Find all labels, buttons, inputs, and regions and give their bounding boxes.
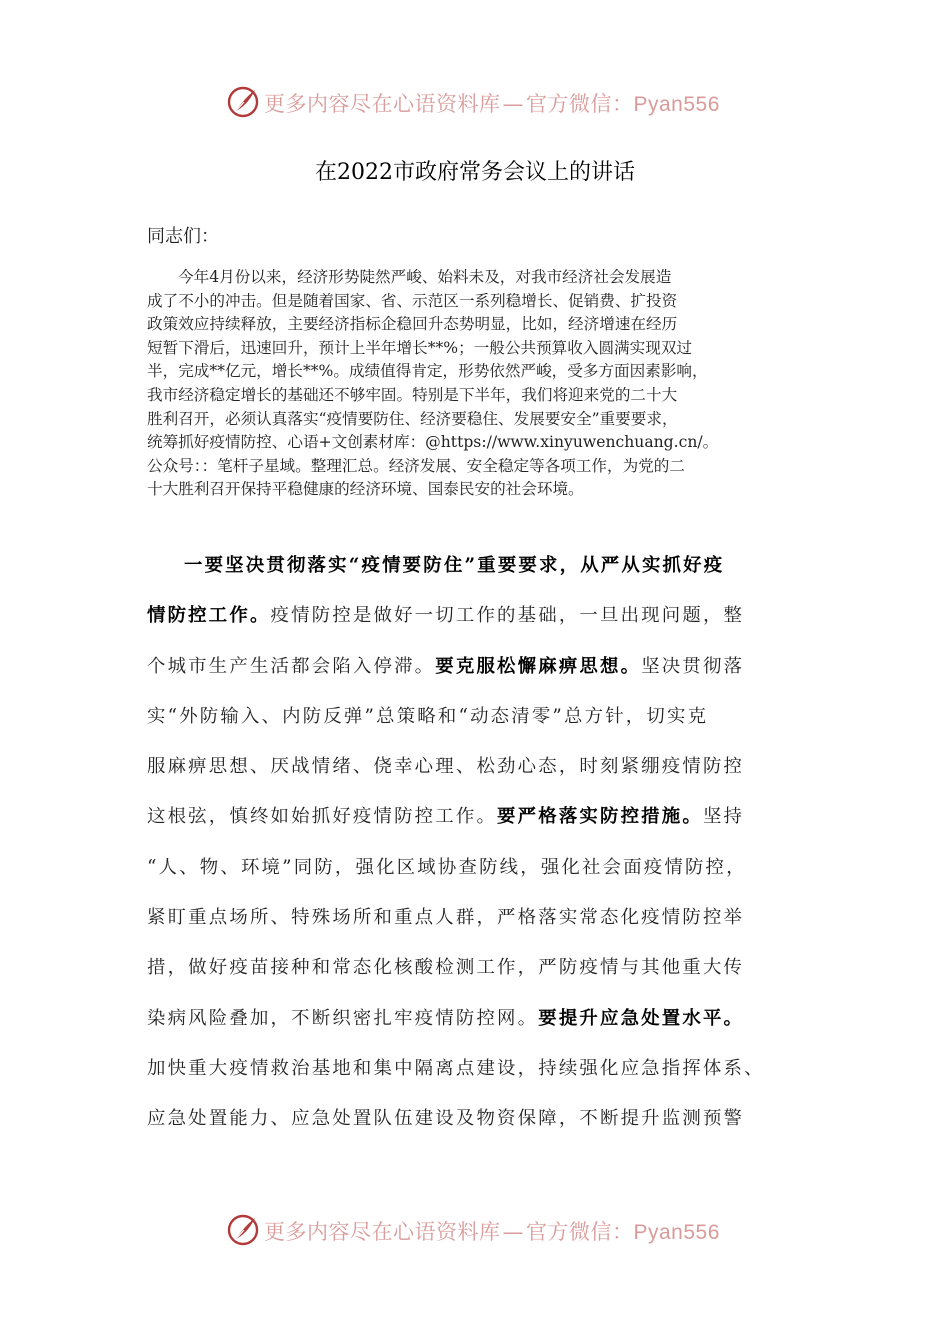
body-text: 坚持 [702,806,745,828]
body-line [147,591,827,641]
body-line: 措，做好疫苗接种和常态化核酸检测工作，严防疫情与其他重大传 [147,957,745,979]
body-line: 加快重大疫情救治基地和集中隔离点建设，持续强化应急指挥体系、 [147,1057,765,1079]
quill-logo-icon [226,1213,260,1247]
body-line [147,541,827,591]
banner-main-text: 更多内容尽在心语资料库 [264,1220,501,1244]
intro-line: 统筹抓好疫情防控、心语+文创素材库：@https://www.xinyuwenchuang.cn/。 [147,433,719,452]
intro-line: 短暂下滑后，迅速回升，预计上半年增长**%；一般公共预算收入圆满实现双过 [147,338,693,357]
section-heading: 一要坚决贯彻落实“疫情要防住”重要要求，从严从实抓好疫 [184,555,725,576]
banner-wechat-id: Pyan556 [633,93,720,116]
body-line [147,792,827,842]
page-title: 在2022市政府常务会议上的讲话 [315,160,635,185]
body-line: “人、物、环境”同防，强化区域协查防线，强化社会面疫情防控， [147,856,747,878]
banner-official-label: 官方微信： [526,92,634,116]
body-line: 应急处置能力、应急处置队伍建设及物资保障，不断提升监测预警 [147,1108,745,1130]
banner-separator: — [502,92,524,116]
body-text: 个城市生产生活都会陷入停滞。 [147,655,436,677]
banner-text [264,1216,720,1246]
intro-paragraph [147,266,817,502]
banner-text [264,88,720,118]
intro-line: 公众号：：笔杆子星域。整理汇总。经济发展、安全稳定等各项工作，为党的二 [147,456,685,475]
banner-wechat-id: Pyan556 [633,1221,720,1244]
intro-line: 今年4月份以来，经济形势陡然严峻、始料未及，对我市经济社会发展造 [178,268,672,286]
footer-banner [0,1208,950,1252]
intro-line: 十大胜利召开保持平稳健康的经济环境、国泰民安的社会环境。 [147,480,584,499]
banner-separator: — [502,1220,524,1244]
banner-official-label: 官方微信： [526,1220,634,1244]
body-text: 疫情防控是做好一切工作的基础，一旦出现问题，整 [270,605,745,627]
intro-line: 胜利召开，必须认真落实“疫情要防住、经济要稳住、发展要安全”重要要求， [147,409,678,428]
body-line: 服麻痹思想、厌战情绪、侥幸心理、松劲心态，时刻紧绷疫情防控 [147,756,745,778]
quill-logo-icon [226,85,260,119]
intro-line: 我市经济稳定增长的基础还不够牢固。特别是下半年，我们将迎来党的二十大 [147,385,678,404]
intro-line: 成了不小的冲击。但是随着国家、省、示范区一系列稳增长、促销费、扩投资 [147,291,678,310]
section-paragraph [147,541,827,1145]
subheading: 要克服松懈麻痹思想。 [435,655,642,677]
body-text: 这根弦，慎终如始抓好疫情防控工作。 [147,806,498,828]
header-banner [0,80,950,124]
intro-line: 政策效应持续释放，主要经济指标企稳回升态势明显，比如，经济增速在经历 [147,315,678,334]
body-text: 坚决贯彻落 [641,655,745,677]
intro-line: 半，完成**亿元，增长**%。成绩值得肯定，形势依然严峻，受多方面因素影响， [147,362,708,381]
section-heading-end: 情防控工作。 [147,605,271,627]
body-text: 染病风险叠加，不断织密扎牢疫情防控网。 [147,1007,539,1029]
subheading: 要严格落实防控措施。 [497,806,703,828]
body-line [147,642,827,692]
body-line: 紧盯重点场所、特殊场所和重点人群，严格落实常态化疫情防控举 [147,907,745,929]
banner-main-text: 更多内容尽在心语资料库 [264,92,501,116]
body-line: 实“外防输入、内防反弹”总策略和“动态清零”总方针，切实克 [147,705,709,727]
body-line [147,994,827,1044]
greeting: 同志们： [147,226,219,247]
subheading: 要提升应急处置水平。 [538,1007,745,1029]
